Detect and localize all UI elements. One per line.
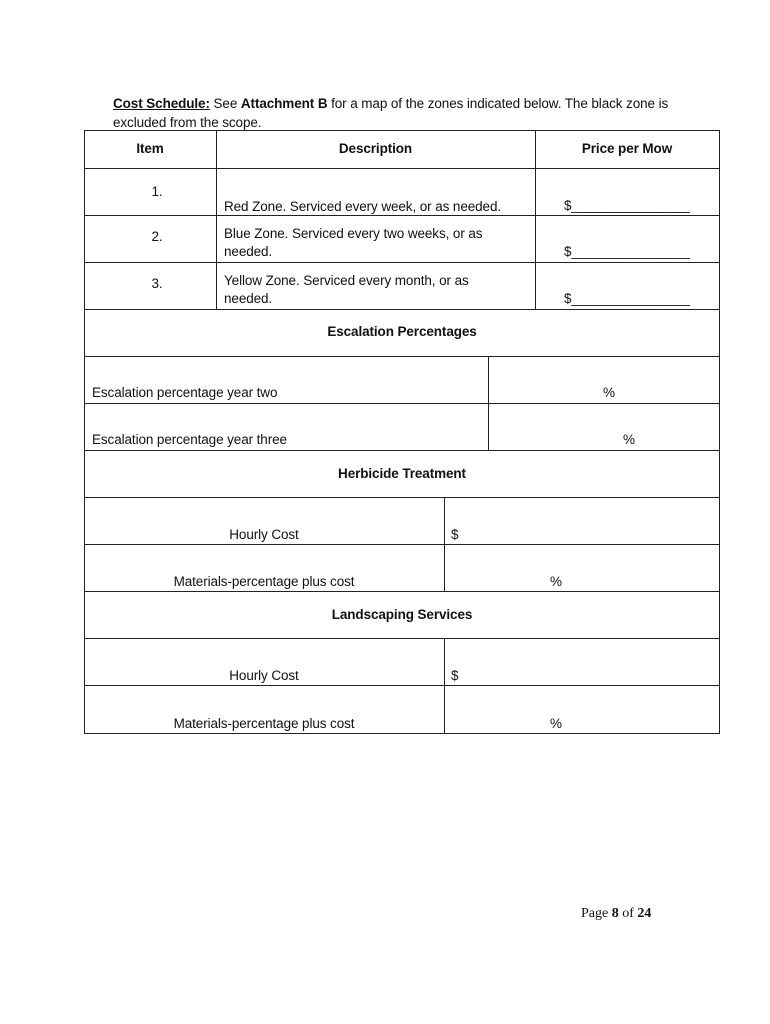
header-price: Price per Mow — [581, 141, 673, 156]
landscaping-materials-label: Materials-percentage plus cost — [173, 716, 355, 731]
table-rule — [84, 685, 720, 686]
table-rule — [84, 497, 720, 498]
cost-schedule-label: Cost Schedule: — [113, 96, 210, 111]
page-prefix: Page — [581, 906, 612, 921]
herbicide-hourly-label: Hourly Cost — [229, 527, 299, 542]
table-border-top — [84, 130, 720, 131]
cost-schedule-intro — [113, 94, 673, 132]
price-blank: $________________ — [564, 244, 690, 259]
landscaping-materials-percent: % — [550, 716, 562, 731]
table-rule — [84, 450, 720, 451]
header-description: Description — [338, 141, 413, 156]
herbicide-title: Herbicide Treatment — [338, 466, 466, 481]
total-pages: 24 — [637, 906, 652, 921]
table-border-bottom — [84, 733, 720, 734]
price-blank: $________________ — [564, 198, 690, 213]
column-divider — [444, 638, 445, 733]
escalation-year-three-percent: % — [623, 432, 635, 447]
table-border-right — [719, 130, 720, 734]
item-description: Red Zone. Serviced every week, or as needed. — [224, 199, 502, 214]
page-of: of — [618, 906, 638, 921]
landscaping-hourly-dollar: $ — [451, 668, 459, 683]
intro-text-2: for a map of the zones indicated below. The black zone is excluded from the scope. — [113, 96, 669, 130]
table-rule — [84, 356, 720, 357]
table-rule — [84, 262, 720, 263]
table-rule — [84, 309, 720, 310]
item-description: Yellow Zone. Serviced every month, or as needed. — [224, 273, 469, 306]
price-blank: $________________ — [564, 291, 690, 306]
column-divider — [488, 356, 489, 450]
item-description: Blue Zone. Serviced every two weeks, or as needed. — [224, 226, 483, 259]
herbicide-materials-label: Materials-percentage plus cost — [173, 574, 355, 589]
intro-text-1: See — [209, 96, 241, 111]
table-rule — [84, 638, 720, 639]
landscaping-title: Landscaping Services — [331, 607, 473, 622]
table-border-left — [84, 130, 85, 734]
escalation-year-two-label: Escalation percentage year two — [92, 385, 278, 400]
attachment-reference: Attachment B — [240, 96, 328, 111]
table-rule — [84, 403, 720, 404]
column-divider — [535, 130, 536, 309]
current-page: 8 — [611, 906, 619, 921]
table-rule — [84, 591, 720, 592]
landscaping-hourly-label: Hourly Cost — [229, 668, 299, 683]
header-item: Item — [136, 141, 164, 156]
page-number — [581, 906, 651, 922]
escalation-year-two-percent: % — [603, 385, 615, 400]
escalation-title: Escalation Percentages — [327, 324, 477, 339]
herbicide-materials-percent: % — [550, 574, 562, 589]
escalation-year-three-label: Escalation percentage year three — [92, 432, 287, 447]
item-number: 1. — [151, 184, 163, 199]
item-number: 3. — [151, 276, 163, 291]
table-rule — [84, 544, 720, 545]
column-divider — [444, 497, 445, 591]
herbicide-hourly-dollar: $ — [451, 527, 459, 542]
table-rule — [84, 168, 720, 169]
item-number: 2. — [151, 229, 163, 244]
